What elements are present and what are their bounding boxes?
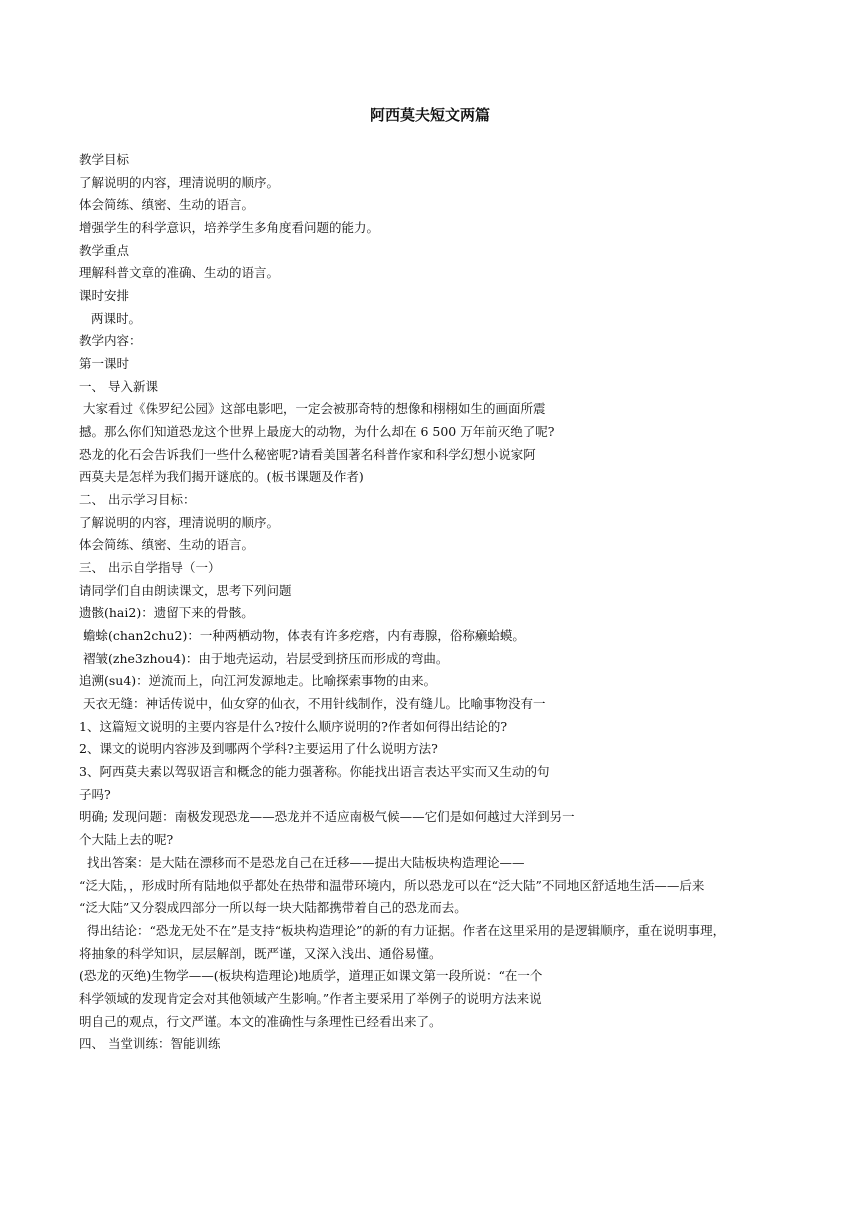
text-line: 2、课文的说明内容涉及到哪两个学科?主要运用了什么说明方法? <box>79 741 438 757</box>
text-line: 蟾蜍(chan2chu2)：一种两栖动物，体表有许多疙瘩，内有毒腺，俗称癞蛤蟆。 <box>83 628 525 644</box>
text-line: 遗骸(hai2)：遗留下来的骨骸。 <box>79 605 254 621</box>
document-body <box>79 149 779 1056</box>
text-line: 增强学生的科学意识，培养学生多角度看问题的能力。 <box>79 220 380 236</box>
text-line: 一、 导入新课 <box>79 378 158 394</box>
text-line: 二、 出示学习目标： <box>79 492 196 508</box>
text-line: 子吗? <box>79 786 111 802</box>
text-line: 了解说明的内容，理清说明的顺序。 <box>79 174 280 190</box>
text-line: 找出答案：是大陆在漂移而不是恐龙自己在迁移——提出大陆板块构造理论—— <box>87 854 525 870</box>
text-line: 教学重点 <box>79 242 130 258</box>
text-line: 大家看过《侏罗纪公园》这部电影吧，一定会被那奇特的想像和栩栩如生的画面所震 <box>83 401 546 417</box>
text-line: 个大陆上去的呢? <box>79 832 174 848</box>
text-line: 追溯(su4)：逆流而上，向江河发源地走。比喻探索事物的由来。 <box>79 673 437 689</box>
text-line: “泛大陆，，形成时所有陆地似乎都处在热带和温带环境内，所以恐龙可以在“泛大陆”不同地区舒适地生活——后来 <box>79 877 705 893</box>
text-line: 第一课时 <box>79 356 130 372</box>
document-title: 阿西莫夫短文两篇 <box>369 106 490 124</box>
text-line: 课时安排 <box>79 288 130 304</box>
text-line: 体会简练、缜密、生动的语言。 <box>79 197 255 213</box>
text-line: 明自己的观点，行文严谨。本文的准确性与条理性已经看出来了。 <box>79 1013 442 1029</box>
text-line: 恐龙的化石会告诉我们一些什么秘密呢?请看美国著名科普作家和科学幻想小说家阿 <box>79 446 536 462</box>
text-line: 褶皱(zhe3zhou4)：由于地壳运动，岩层受到挤压而形成的弯曲。 <box>83 650 449 666</box>
text-line: 明确; 发现问题：南极发现恐龙——恐龙并不适应南极气候——它们是如何越过大洋到另一 <box>79 809 575 825</box>
text-line: 四、 当堂训练：智能训练 <box>79 1036 221 1052</box>
text-line: (恐龙的灭绝)生物学——(板块构造理论)地质学，道理正如课文第一段所说：“在一个 <box>79 968 543 984</box>
text-line: “泛大陆”又分裂成四部分一所以每一块大陆都携带着自己的恐龙而去。 <box>79 900 467 916</box>
text-line: 了解说明的内容，理清说明的顺序。 <box>79 514 280 530</box>
text-line: 1、这篇短文说明的主要内容是什么?按什么顺序说明的?作者如何得出结论的? <box>79 718 508 734</box>
text-line: 请同学们自由朗读课文，思考下列问题 <box>79 582 292 598</box>
text-line: 3、阿西莫夫素以驾驭语言和概念的能力强著称。你能找出语言表达平实而又生动的句 <box>79 764 550 780</box>
text-line: 将抽象的科学知识，层层解剖，既严谨，又深入浅出、通俗易懂。 <box>79 945 442 961</box>
text-line: 体会简练、缜密、生动的语言。 <box>79 537 255 553</box>
text-line: 教学内容： <box>79 333 142 349</box>
text-line: 科学领域的发现肯定会对其他领域产生影响。”作者主要采用了举例子的说明方法来说 <box>79 990 542 1006</box>
text-line: 教学目标 <box>79 152 130 167</box>
text-line: 天衣无缝：神话传说中，仙女穿的仙衣，不用针线制作，没有缝儿。比喻事物没有一 <box>83 696 546 712</box>
text-line: 西莫夫是怎样为我们揭开谜底的。(板书课题及作者) <box>79 469 364 485</box>
text-line: 得出结论：“恐龙无处不在”是支持“板块构造理论”的新的有力证据。作者在这里采用的是逻辑顺序，重在说明事理， <box>87 922 726 938</box>
text-line: 理解科普文章的准确、生动的语言。 <box>79 265 280 281</box>
text-line: 撼。那么你们知道恐龙这个世界上最庞大的动物，为什么却在 6 500 万年前灭绝了呢? <box>79 424 555 440</box>
text-line: 三、 出示自学指导（一） <box>79 560 221 576</box>
text-line: 两课时。 <box>91 310 142 326</box>
